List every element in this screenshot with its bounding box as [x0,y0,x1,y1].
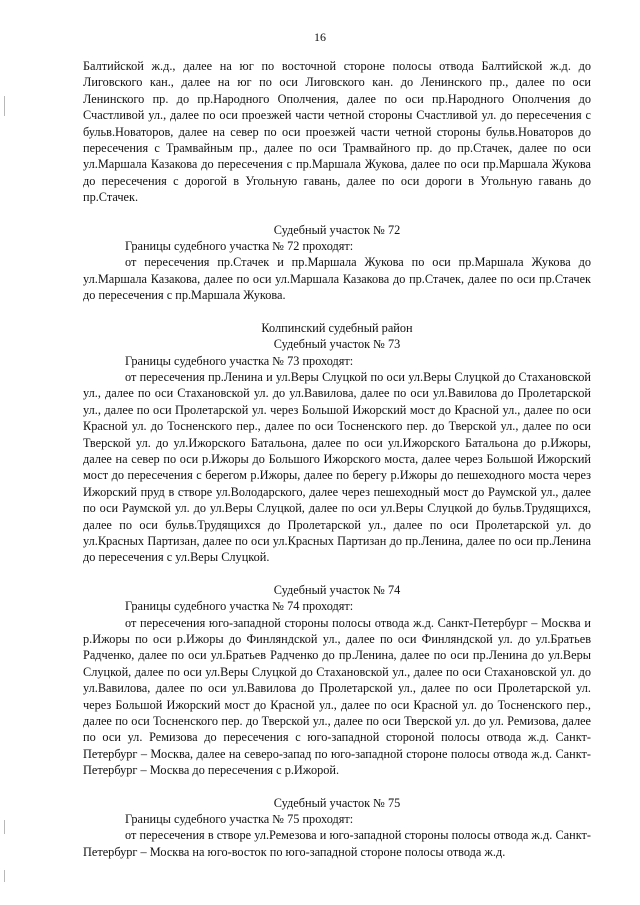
section-text-72: от пересечения пр.Стачек и пр.Маршала Жукова по оси пр.Маршала Жукова до ул.Маршала Казакова, далее по оси ул.Маршала Казакова до пр.Стачек, далее по оси пр.Стачек до пересечения с пр.Маршала Жукова. [83,255,591,303]
section-text-74: от пересечения юго-западной стороны полосы отвода ж.д. Санкт-Петербург – Москва и р.Ижоры по оси р.Ижоры до Финляндской ул., далее по оси Финляндской ул. до ул.Братьев Радченко, далее по оси ул.Братьев Радченко до пр.Ленина, далее по оси пр.Ленина до ул.Веры Слуцкой, далее по оси ул.Веры Слуцкой до Стахановской ул., далее по оси Стахановской ул. до ул.Вавилова, далее по оси ул.Вавилова до Пролетарской ул., далее по оси Пролетарской ул. через Большой Ижорский мост до Красной ул., далее по оси Красной ул. до Тосненского пер., далее по оси Тосненского пер. до Тверской ул., далее по оси Тверской ул. до ул. Ремизова, далее по оси ул. Ремизова до пересечения с юго-западной стороной полосы отвода ж.д. Санкт-Петербург – Москва, далее на северо-запад по юго-западной стороне полосы отвода ж.д. Санкт-Петербург – Москва до пересечения с р.Ижорой. [83,615,591,778]
scan-edge-mark [4,820,5,834]
section-heading-73: Судебный участок № 73 [273,337,401,352]
scan-edge-mark [4,870,5,882]
page-number: 16 [314,30,326,44]
section-text-73: от пересечения пр.Ленина и ул.Веры Слуцкой по оси ул.Веры Слуцкой до Стахановской ул., далее по оси Стахановской ул. до ул.Вавилова, далее по оси ул.Вавилова до Пролетарской ул., далее по оси Пролетарской ул. через Большой Ижорский мост до Красной ул., далее по оси Красной ул. до Тосненского пер., далее по оси Тосненского пер. до Тверской ул., далее по оси Тверской ул. до ул.Ижорского Батальона, далее по оси ул.Ижорского Батальона до р.Ижоры, далее на север по оси р.Ижоры до Большого Ижорского моста, далее через Большой Ижорский мост до пересечения с берегом р.Ижоры, далее по берегу р.Ижоры до пешеходного моста через Ижорский пруд в створе ул.Володарского, далее через пешеходный мост до Раумской ул., далее по оси Раумской ул. до ул.Веры Слуцкой, далее по оси ул.Веры Слуцкой до бульв.Трудящихся, далее по оси бульв.Трудящихся до Пролетарской ул., далее по оси Пролетарской ул. до ул.Красных Партизан, далее по оси ул.Красных Партизан до пр.Ленина, далее по оси пр.Ленина до пересечения с ул.Веры Слуцкой. [83,369,591,565]
section-heading-75: Судебный участок № 75 [273,795,401,810]
section-text-75: от пересечения в створе ул.Ремезова и юго-западной стороны полосы отвода ж.д. Санкт-Петербург – Москва на юго-восток по юго-западной стороне полосы отвода ж.д. [83,828,591,859]
section-intro-72: Границы судебного участка № 72 проходят: [125,239,354,254]
scan-edge-mark [4,96,5,116]
section-heading-74: Судебный участок № 74 [273,582,401,597]
section-heading-72: Судебный участок № 72 [273,222,401,237]
section-intro-74: Границы судебного участка № 74 проходят: [125,599,354,614]
section-intro-75: Границы судебного участка № 75 проходят: [125,812,354,827]
document-body [83,58,591,860]
district-heading: Колпинский судебный район [261,320,413,335]
paragraph-continuation: Балтийской ж.д., далее на юг по восточной стороне полосы отвода Балтийской ж.д. до Лиговского кан., далее на юг по оси Лиговского кан. до Ленинского пр., далее по оси Ленинского пр. до пр.Народного Ополчения, далее по оси пр.Народного Ополчения до Счастливой ул., далее по оси проезжей части четной стороны Счастливой ул. до пересечения с бульв.Новаторов, далее на север по оси проезжей части четной стороны бульв.Новаторов до пересечения с Трамвайным пр., далее по оси Трамвайного пр. до пр.Стачек, далее по оси ул.Маршала Казакова до пересечения с пр.Маршала Жукова, далее по оси пр.Маршала Жукова до пересечения с дорогой в Угольную гавань, далее по оси дороги в Угольную гавань до пр.Стачек. [83,59,591,205]
section-intro-73: Границы судебного участка № 73 проходят: [125,353,354,368]
